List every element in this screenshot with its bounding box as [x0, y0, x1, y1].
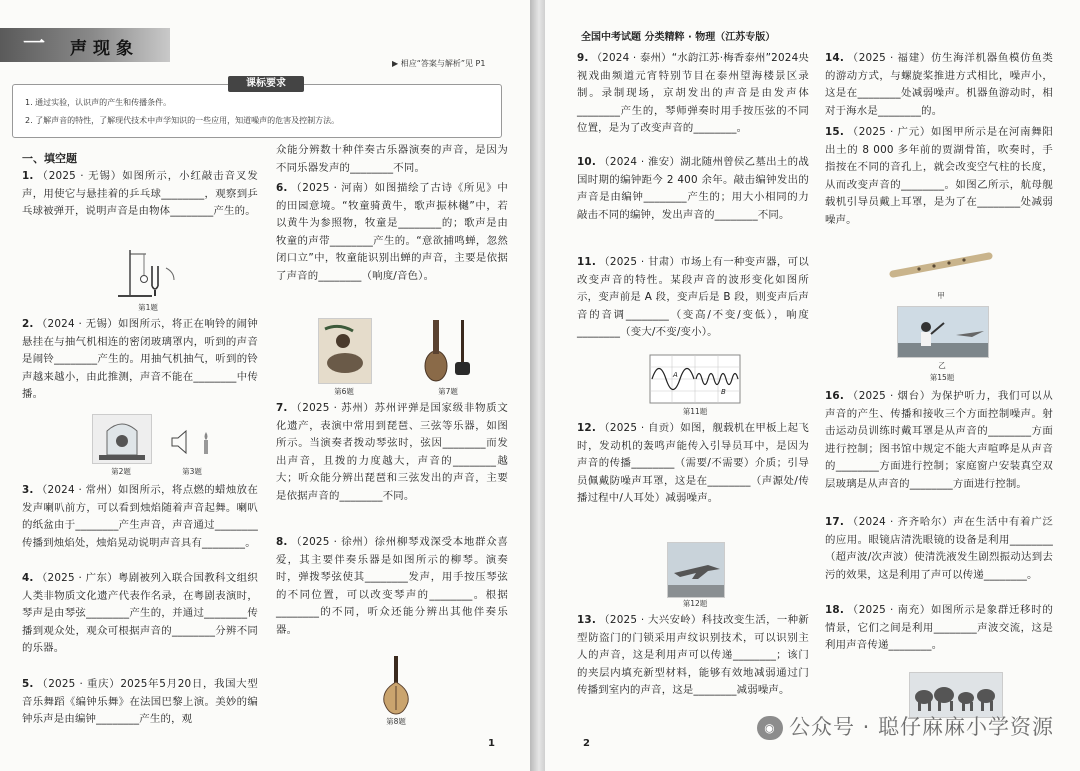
- section-heading: 一、填空题: [22, 152, 77, 165]
- question-4: 4. （2025 · 广东）粤剧被列入联合国教科文组织人类非物质文化遗产代表作名录，在粤剧表演时，琴声是由琴弦________产生的，并通过________传播到观众处，观众可根据声音的________分辨不同的乐器。: [22, 572, 258, 655]
- figure-3-caption: 第3题: [182, 467, 202, 476]
- question-15: 15. （2025 · 广元）如图甲所示是在河南舞阳出土的 8 000 多年前的贾湖骨笛，吹奏时，手指按在不同的音孔上，就会改变空气柱的长度，从而改变声音的________。如图乙所示，航母舰载机引导员戴上耳罩，是为了在________处减弱噪声。: [825, 126, 1053, 226]
- question-9: 9. （2024 · 泰州）“水韵江苏·梅香泰州”2024央视戏曲频道元宵特别节目在泰州望海楼景区录制。录制现场，京胡发出的声音是由发声体________产生的，琴师弹奏时用手按压弦的不同位置，是为了改变声音的________。: [577, 52, 809, 135]
- question-17: 17. （2024 · 齐齐哈尔）声在生活中有着广泛的应用。眼镜店清洗眼镜的设备是利用________（超声波/次声波）使清洗液发生剧烈振动达到去污的效果，这是利用了声可以传递________。: [825, 516, 1053, 581]
- curriculum-requirements-box: [12, 84, 502, 138]
- question-18: 18. （2025 · 南充）如图所示是象群迁移时的情景，它们之间是利用________声波交流，这是利用声音传递________。: [825, 604, 1053, 652]
- right-page: [545, 0, 1080, 771]
- question-2: 2. （2024 · 无锡）如图所示，将正在响铃的闹钟悬挂在与抽气机相连的密闭玻璃罩内，听到的声音是闹铃________产生的。用抽气机抽气，听到的铃声越来越小，由此推测，声音不能在________中传播。: [22, 318, 258, 401]
- chapter-title: 声现象: [70, 39, 139, 59]
- chapter-number: 一: [22, 32, 45, 57]
- page-number-right: 2: [583, 738, 590, 749]
- left-page: [0, 0, 530, 771]
- requirement-2: 2. 了解声音的特性，了解现代技术中声学知识的一些应用，知道噪声的危害及控制方法。: [25, 116, 340, 125]
- deck-crew-photo: [897, 306, 989, 358]
- figure-2-caption: 第2题: [111, 467, 131, 476]
- bone-flute-figure: [889, 250, 993, 280]
- book-gutter: [530, 0, 545, 771]
- requirements-label: 课标要求: [228, 76, 304, 92]
- question-11: 11. （2025 · 甘肃）市场上有一种变声器，可以改变声音的特性。某段声音的波形变化如图所示，变声前是 A 段，变声后是 B 段，则变声后声音的音调________（变高/不变/变低），响度________（变大/不变/变小）。: [577, 256, 809, 339]
- question-1: 1. （2025 · 无锡）如图所示，小红敲击音叉发声，用使它与悬挂着的乒乓球________，观察到乒乓球被弹开，说明声音是由物体________产生的。: [22, 170, 258, 218]
- tuning-fork-figure: [112, 246, 184, 302]
- bell-jar-figure: [92, 414, 152, 464]
- figure-1-caption: 第1题: [138, 303, 158, 312]
- figure-12-caption: 第12题: [682, 599, 708, 608]
- question-6: 6. （2025 · 河南）如图描绘了古诗《所见》中的田园意境。“牧童骑黄牛，歌声振林樾”中，若以黄牛为参照物，牧童是________的；歌声是由牧童的声带________产生的。“意欲捕鸣蝉，忽然闭口立”中，牧童能识别出蝉的声音，主要是依据了声音的________（响度/音色）。: [276, 182, 508, 282]
- question-16: 16. （2025 · 烟台）为保护听力，我们可以从声音的产生、传播和接收三个方面控制噪声。射击运动员训练时戴耳罩是从声音的________方面进行控制；图书馆中规定不能大声喧哗是从声音的________方面进行控制；家庭窗户安装真空双层玻璃是从声音的________方面进行控制。: [825, 390, 1053, 490]
- figure-11-caption: 第11题: [682, 407, 708, 416]
- figure-7-caption: 第7题: [438, 387, 458, 396]
- requirement-1: 1. 通过实验，认识声的产生和传播条件。: [25, 98, 172, 107]
- carrier-jet-photo: [667, 542, 725, 598]
- figure-8-caption: 第8题: [386, 717, 406, 726]
- figure-15-caption: 第15题: [929, 373, 955, 382]
- liuqin-figure: [378, 654, 414, 716]
- question-12: 12. （2025 · 自贡）如图，舰载机在甲板上起飞时，发动机的轰鸣声能传入引导员耳中，是因为声音的传播________（需要/不需要）介质；引导员佩戴防噪声耳罩，这是在________（声源处/传播过程中/人耳处）减弱噪声。: [577, 422, 809, 505]
- watermark-text: 公众号 · 聪仔麻麻小学资源: [788, 715, 1054, 739]
- running-header: 全国中考试题 分类精粹 · 物理（江苏专版）: [581, 32, 776, 43]
- herdboy-ox-painting: [318, 318, 372, 384]
- wechat-icon: ◉: [757, 716, 783, 740]
- question-3: 3. （2024 · 常州）如图所示，将点燃的蜡烛放在发声喇叭前方，可以看到烛焰随着声音起舞。喇叭的纸盆由于________产生声音，声音通过________传播到烛焰处，烛焰晃动说明声音具有________。: [22, 484, 258, 549]
- waveform-figure: [649, 354, 741, 404]
- wave-label-b: B: [721, 388, 726, 396]
- figure-15b-label: 乙: [938, 361, 946, 370]
- question-14: 14. （2025 · 福建）仿生海洋机器鱼模仿鱼类的游动方式，与螺旋桨推进方式相比，噪声小，这是在________处减弱噪声。机器鱼游动时，相对于海水是________的。: [825, 52, 1053, 117]
- watermark: [757, 711, 1054, 741]
- question-13: 13. （2025 · 大兴安岭）科技改变生活，一种新型防盗门的门锁采用声纹识别技术，可以识别主人的声音，这是利用声可以传递________；该门的夹层内填充新型材料，能够有效地减弱通过门传播到室内的声音，这是________减弱噪声。: [577, 614, 809, 697]
- speaker-candle-figure: [170, 428, 214, 456]
- page-number-left: 1: [488, 738, 495, 749]
- figure-15a-label: 甲: [937, 291, 945, 300]
- pipa-sanxian-figure: [418, 316, 478, 384]
- answer-ref-note: ▶ 相应“答案与解析”见 P1: [392, 59, 486, 68]
- question-7: 7. （2025 · 苏州）苏州评弹是国家级非物质文化遗产，表演中常用到琵琶、三弦等乐器，如图所示。当演奏者拨动琴弦时，弦因________而发出声音，且拨的力度越大，声音的________越大；听众能分辨出琵琶和三弦发出的声音，主要是依据声音的________不同。: [276, 402, 508, 502]
- question-5-continued: 众能分辨数十种伴奏古乐器演奏的声音，是因为不同乐器发声的________不同。: [276, 144, 508, 174]
- question-10: 10. （2024 · 淮安）湖北随州曾侯乙墓出土的战国时期的编钟距今 2 400 余年。敲击编钟发出的声音是由编钟________产生的；用大小相同的力敲击不同的编钟，发出声音的________不同。: [577, 156, 809, 221]
- wave-label-a: A: [673, 371, 678, 379]
- question-8: 8. （2025 · 徐州）徐州柳琴戏深受本地群众喜爱，其主要伴奏乐器是如图所示的柳琴。演奏时，弹拨琴弦使其________发声，用手按压琴弦的不同位置，可以改变琴声的________。根据________的不同，听众还能分辨出其他伴奏乐器。: [276, 536, 508, 636]
- question-5: 5. （2025 · 重庆）2025年5月20日，我国大型音乐舞蹈《编钟乐舞》在法国巴黎上演。美妙的编钟乐声是由编钟________产生的，观: [22, 678, 258, 726]
- figure-6-caption: 第6题: [334, 387, 354, 396]
